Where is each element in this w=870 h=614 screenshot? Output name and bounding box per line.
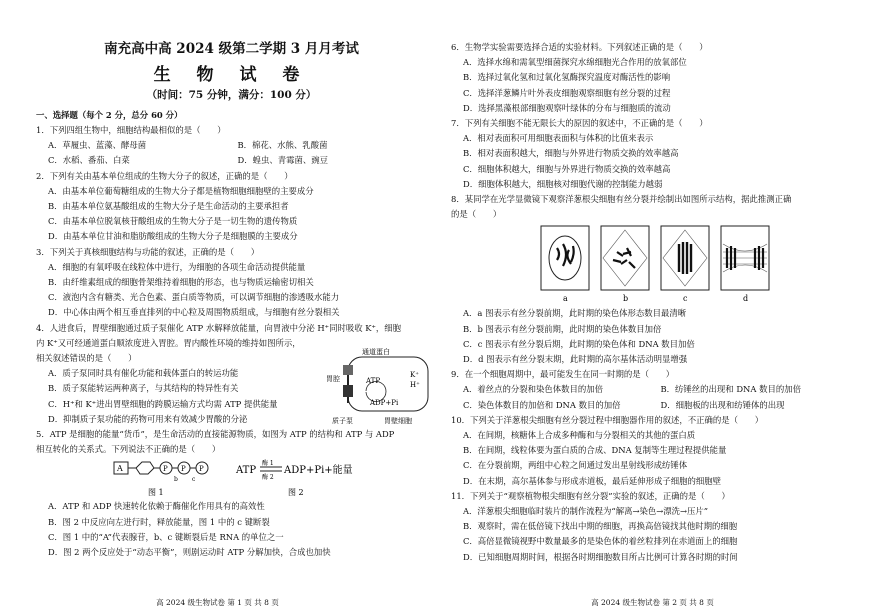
question-7	[451, 116, 858, 192]
phosphate-2: P	[181, 465, 186, 474]
bond-c-label: c	[192, 476, 196, 484]
question-5	[36, 427, 427, 560]
q6-option-a: A．选择水绵和需氧型细菌探究水绵细胞光合作用的放氧部位	[463, 57, 687, 68]
q6-option-c: C．选择洋葱鳞片叶外表皮细胞观察细胞有丝分裂的过程	[463, 87, 671, 98]
h-ion-label: H⁺	[410, 380, 420, 389]
q7-stem: 7．下列有关细胞不能无限长大的原因的叙述中，不正确的是（ ）	[451, 118, 708, 129]
q6-option-d: D．选择黑藻根部细胞观察叶绿体的分布与细胞质的流动	[463, 102, 671, 113]
q4-option-d: D．抑制质子泵功能的药物可用来有效减少胃酸的分泌	[48, 413, 248, 424]
q7-option-d: D．细胞体积越大，细胞核对细胞代谢的控制能力越弱	[463, 178, 663, 189]
q6-option-b: B．选择过氧化氢和过氧化氢酶探究温度对酶活性的影响	[463, 72, 671, 83]
adenine-label: A	[117, 464, 123, 474]
q8-stem-line1: 8．某同学在光学显微镜下观察洋葱根尖细胞有丝分裂并绘制出如图所示结构，据此推测正确	[451, 194, 792, 205]
right-page	[435, 0, 870, 614]
q10-stem: 10．下列关于洋葱根尖细胞有丝分裂过程中细胞器作用的叙述，不正确的是（ ）	[451, 414, 764, 425]
equation-products: ADP+Pi+能量	[284, 465, 353, 477]
q1-option-a: A．草履虫、蓝藻、酵母菌	[48, 140, 147, 151]
q5-stem-line2: 相互转化的关系式。下列说法不正确的是（ ）	[36, 444, 221, 455]
channel-protein-shape	[343, 365, 353, 375]
q8-option-a: A．a 图表示有丝分裂前期，此时期的染色体形态数目最清晰	[463, 308, 687, 319]
q2-option-d: D．由基本单位甘油和脂肪酸组成的生物大分子是细胞膜的主要成分	[48, 231, 298, 242]
phosphate-3: P	[199, 465, 204, 474]
adp-label: ADP+Pi	[370, 398, 399, 407]
exam-title: 南充高中高 2024 级第二学期 3 月月考试	[104, 41, 359, 57]
q5-option-a: A．ATP 和 ADP 快速转化依赖于酶催化作用具有的高效性	[48, 501, 265, 512]
cell-c-label: c	[683, 294, 688, 304]
question-2	[36, 169, 427, 245]
q3-stem: 3．下列关于真核细胞结构与功能的叙述，正确的是（ ）	[36, 246, 260, 257]
stomach-cell-diagram	[326, 347, 436, 427]
cell-b-image	[601, 226, 649, 290]
q8-option-b: B．b 图表示有丝分裂前期，此时期的染色体数目加倍	[463, 323, 662, 334]
question-9	[451, 367, 858, 413]
question-8	[451, 192, 858, 367]
q2-stem: 2．下列有关由基本单位组成的生物大分子的叙述，正确的是（ ）	[36, 170, 293, 181]
q3-option-d: D．中心体由两个相互垂直排列的中心粒及周围物质组成，与细胞有丝分裂相关	[48, 307, 340, 318]
exam-subtitle: 生 物 试 卷	[153, 65, 310, 85]
q6-stem: 6．生物学实验需要选择合适的实验材料。下列叙述正确的是（ ）	[451, 42, 708, 52]
k-ion-label: K⁺	[410, 370, 419, 379]
q7-option-b: B．相对表面积越大，细胞与外界进行物质交换的效率越高	[463, 148, 679, 159]
q11-option-c: C．高倍显微镜视野中数量最多的是染色体的着丝粒排列在赤道面上的细胞	[463, 536, 738, 547]
q4-stem-line2: 内 K⁺又可经通道蛋白顺浓度进入胃腔。胃内酸性环境的维持如图所示，	[36, 337, 301, 348]
q5-stem-line1: 5．ATP 是细胞的能量“货币”，是生命活动的直接能源物质，如图为 ATP 的结构和 ATP 与 ADP	[36, 429, 395, 440]
q5-option-c: C．图 1 中的“A”代表腺苷，b、c 键断裂后是 RNA 的单位之一	[48, 531, 284, 542]
q10-option-b: B．在间期，线粒体要为蛋白质的合成、DNA 复制等生理过程提供能量	[463, 445, 727, 456]
q8-option-d: D．d 图表示有丝分裂末期，此时期的高尔基体活动明显增强	[463, 354, 688, 365]
q9-option-b: B．纺锤丝的出现和 DNA 数目的加倍	[660, 384, 801, 395]
stomach-wall-label: 胃壁细胞	[384, 416, 412, 425]
proton-pump-label: 质子泵	[332, 416, 353, 425]
q2-option-b: B．由基本单位氨基酸组成的生物大分子是生命活动的主要承担者	[48, 201, 289, 212]
atp-label: ATP	[366, 376, 381, 385]
q1-option-c: C．水稻、番茄、白菜	[48, 155, 130, 166]
q3-option-c: C．液泡内含有糖类、光合色素、蛋白质等物质，可以调节细胞的渗透吸水能力	[48, 292, 340, 303]
q9-stem: 9．在一个细胞周期中，最可能发生在同一时期的是（ ）	[451, 369, 675, 380]
question-11	[451, 489, 858, 565]
q1-option-b: B．棉花、水熊、乳酸菌	[237, 140, 328, 151]
enzyme-2-label: 酶 2	[262, 474, 274, 482]
exam-meta: （时间：75 分钟，满分：100 分）	[146, 89, 317, 101]
q4-option-b: B．质子泵能转运两种离子，与其结构的特异性有关	[48, 383, 239, 394]
mitosis-cells-figure	[451, 224, 851, 304]
q3-option-a: A．细胞的有氧呼吸在线粒体中进行，为细胞的各项生命活动提供能量	[48, 261, 306, 272]
equation-atp: ATP	[236, 465, 257, 477]
cell-c-image	[661, 226, 709, 290]
question-3	[36, 245, 427, 321]
stomach-label: 胃腔	[326, 374, 340, 383]
atp-structure-diagram	[36, 457, 416, 499]
q10-option-d: D．在末期，高尔基体参与形成赤道板，最后延伸形成子细胞的细胞壁	[463, 475, 721, 486]
cell-d-image	[721, 226, 769, 290]
q9-option-c: C．染色体数目的加倍和 DNA 数目的加倍	[463, 399, 621, 410]
section-heading: 一、选择题（每个 2 分，总分 60 分）	[36, 110, 183, 120]
channel-protein-label: 通道蛋白	[362, 347, 390, 356]
question-6	[451, 40, 858, 116]
cell-a-image	[541, 226, 589, 290]
q11-option-d: D．已知细胞周期时间，根据各时期细胞数目所占比例可计算各时期的时间	[463, 551, 738, 562]
cell-b-label: b	[623, 294, 629, 304]
q9-option-d: D．细胞板的出现和纺锤体的出现	[660, 399, 785, 410]
cell-a-label: a	[563, 294, 568, 304]
q4-stem-line1: 4．人进食后，胃壁细胞通过质子泵催化 ATP 水解释放能量，向胃液中分泌 H⁺同时吸收 K⁺，细胞	[36, 322, 402, 333]
q11-stem: 11．下列关于“观察植物根尖细胞有丝分裂”实验的叙述，正确的是（ ）	[451, 490, 730, 501]
cell-d-label: d	[743, 294, 749, 304]
left-footer: 高 2024 级生物试卷 第 1 页 共 8 页	[156, 598, 279, 607]
proton-pump-shape	[343, 385, 353, 397]
q8-stem-line2: 的是（ ）	[451, 209, 502, 220]
q11-option-b: B．观察时，需在低倍镜下找出中期的细胞，再换高倍镜找其他时期的细胞	[463, 521, 738, 532]
q4-option-a: A．质子泵同时具有催化功能和载体蛋白的转运功能	[48, 368, 239, 379]
figure-2-caption: 图 2	[288, 488, 304, 498]
q7-option-a: A．相对表面积可用细胞表面积与体积的比值来表示	[463, 133, 654, 144]
q3-option-b: B．由纤维素组成的细胞骨架维持着细胞的形态，也与物质运输密切相关	[48, 277, 314, 288]
q11-option-a: A．洋葱根尖细胞临时装片的制作流程为“解离→染色→漂洗→压片”	[463, 506, 709, 517]
q1-option-d: D．蝗虫、青霉菌、豌豆	[237, 155, 328, 166]
q2-option-a: A．由基本单位葡萄糖组成的生物大分子都是植物细胞细胞壁的主要成分	[48, 185, 314, 196]
q7-option-c: C．细胞体积越大，细胞与外界进行物质交换的效率越高	[463, 163, 671, 174]
q9-option-a: A．着丝点的分裂和染色体数目的加倍	[463, 384, 604, 395]
q5-option-b: B．图 2 中反应向左进行时，释放能量，图 1 中的 c 键断裂	[48, 516, 270, 527]
q1-stem: 1．下列四组生物中，细胞结构最相似的是（ ）	[36, 125, 226, 135]
q2-option-c: C．由基本单位脱氧核苷酸组成的生物大分子是一切生物的遗传物质	[48, 216, 298, 227]
figure-1-caption: 图 1	[148, 488, 164, 498]
q10-option-a: A．在间期，核糖体上合成多种酶和与分裂相关的其他的蛋白质	[463, 430, 696, 441]
right-footer: 高 2024 级生物试卷 第 2 页 共 8 页	[591, 598, 714, 607]
question-4	[36, 321, 427, 427]
question-10	[451, 413, 858, 489]
q4-stem-line3: 相关叙述错误的是（ ）	[36, 353, 137, 364]
question-1	[36, 123, 427, 169]
enzyme-1-label: 酶 1	[262, 460, 274, 468]
q8-option-c: C．c 图表示有丝分裂后期，此时期的染色体和 DNA 数目加倍	[463, 338, 695, 349]
q4-option-c: C．H⁺和 K⁺进出胃壁细胞的跨膜运输方式均需 ATP 提供能量	[48, 398, 278, 409]
bond-b-label: b	[174, 476, 178, 484]
phosphate-1: P	[163, 465, 168, 474]
q10-option-c: C．在分裂前期，两组中心粒之间通过发出星射线形成纺锤体	[463, 460, 688, 471]
q5-option-d: D．图 2 两个反应处于“动态平衡”，则剧运动时 ATP 分解加快，合成也加快	[48, 547, 331, 558]
